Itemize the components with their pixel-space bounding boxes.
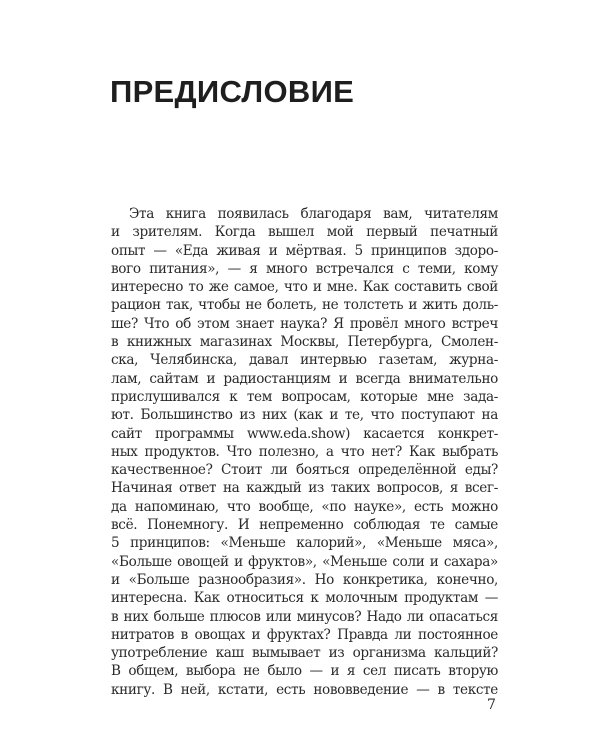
text-line: В общем, выбора не было — и я сел писать вторую	[111, 663, 498, 680]
text-line: интересно то же самое, что и мне. Как составить свой	[111, 279, 498, 296]
text-line: в них больше плюсов или минусов? Надо ли опасаться	[111, 608, 498, 625]
text-line: и зрителям. Когда вышел мой первый печатный	[111, 224, 498, 241]
text-line: сайт программы www.eda.show) касается конкрет-	[111, 425, 498, 442]
text-line: рацион так, чтобы не болеть, не толстеть и жить доль-	[111, 297, 498, 314]
text-line: опыт — «Еда живая и мёртвая. 5 принципов здоро-	[111, 242, 498, 259]
text-line: Эта книга появилась благодаря вам, читателям	[129, 206, 498, 222]
text-line: нитратов в овощах и фруктах? Правда ли постоянное	[111, 626, 498, 643]
text-line: ше? Что об этом знает наука? Я провёл много встреч	[111, 315, 498, 332]
text-line: ных продуктов. Что полезно, а что нет? Как выбрать	[111, 443, 498, 460]
body-text	[111, 205, 498, 699]
text-line: всё. Понемногу. И непременно соблюдая те самые	[111, 517, 498, 534]
chapter-title: ПРЕДИСЛОВИЕ	[110, 74, 355, 109]
text-line: качественное? Стоит ли бояться определённой еды?	[111, 462, 498, 479]
text-line: ют. Большинство из них (как и те, что поступают на	[111, 407, 498, 424]
text-line: книгу. В ней, кстати, есть нововведение — в тексте	[111, 681, 498, 698]
text-line: и «Больше разнообразия». Но конкретика, конечно,	[111, 571, 498, 588]
text-line: лам, сайтам и радиостанциям и всегда внимательно	[111, 370, 498, 387]
page-number: 7	[487, 697, 496, 713]
text-line: употребление каш вымывает из организма кальций?	[111, 645, 498, 662]
text-line: «Больше овощей и фруктов», «Меньше соли и сахара»	[111, 553, 498, 570]
text-line: 5 принципов: «Меньше калорий», «Меньше мяса»,	[111, 535, 498, 552]
text-line: да напоминаю, что вообще, «по науке», есть можно	[111, 498, 498, 515]
text-line: в книжных магазинах Москвы, Петербурга, Смолен-	[111, 334, 498, 351]
text-line: ска, Челябинска, давал интервью газетам, журна-	[111, 352, 498, 369]
text-line: интересна. Как относиться к молочным продуктам —	[111, 590, 498, 607]
text-line: прислушивался к тем вопросам, которые мне зада-	[111, 388, 498, 405]
text-line: вого питания», — я много встречался с теми, кому	[111, 260, 498, 277]
text-line: Начиная ответ на каждый из таких вопросов, я всег-	[111, 480, 498, 497]
